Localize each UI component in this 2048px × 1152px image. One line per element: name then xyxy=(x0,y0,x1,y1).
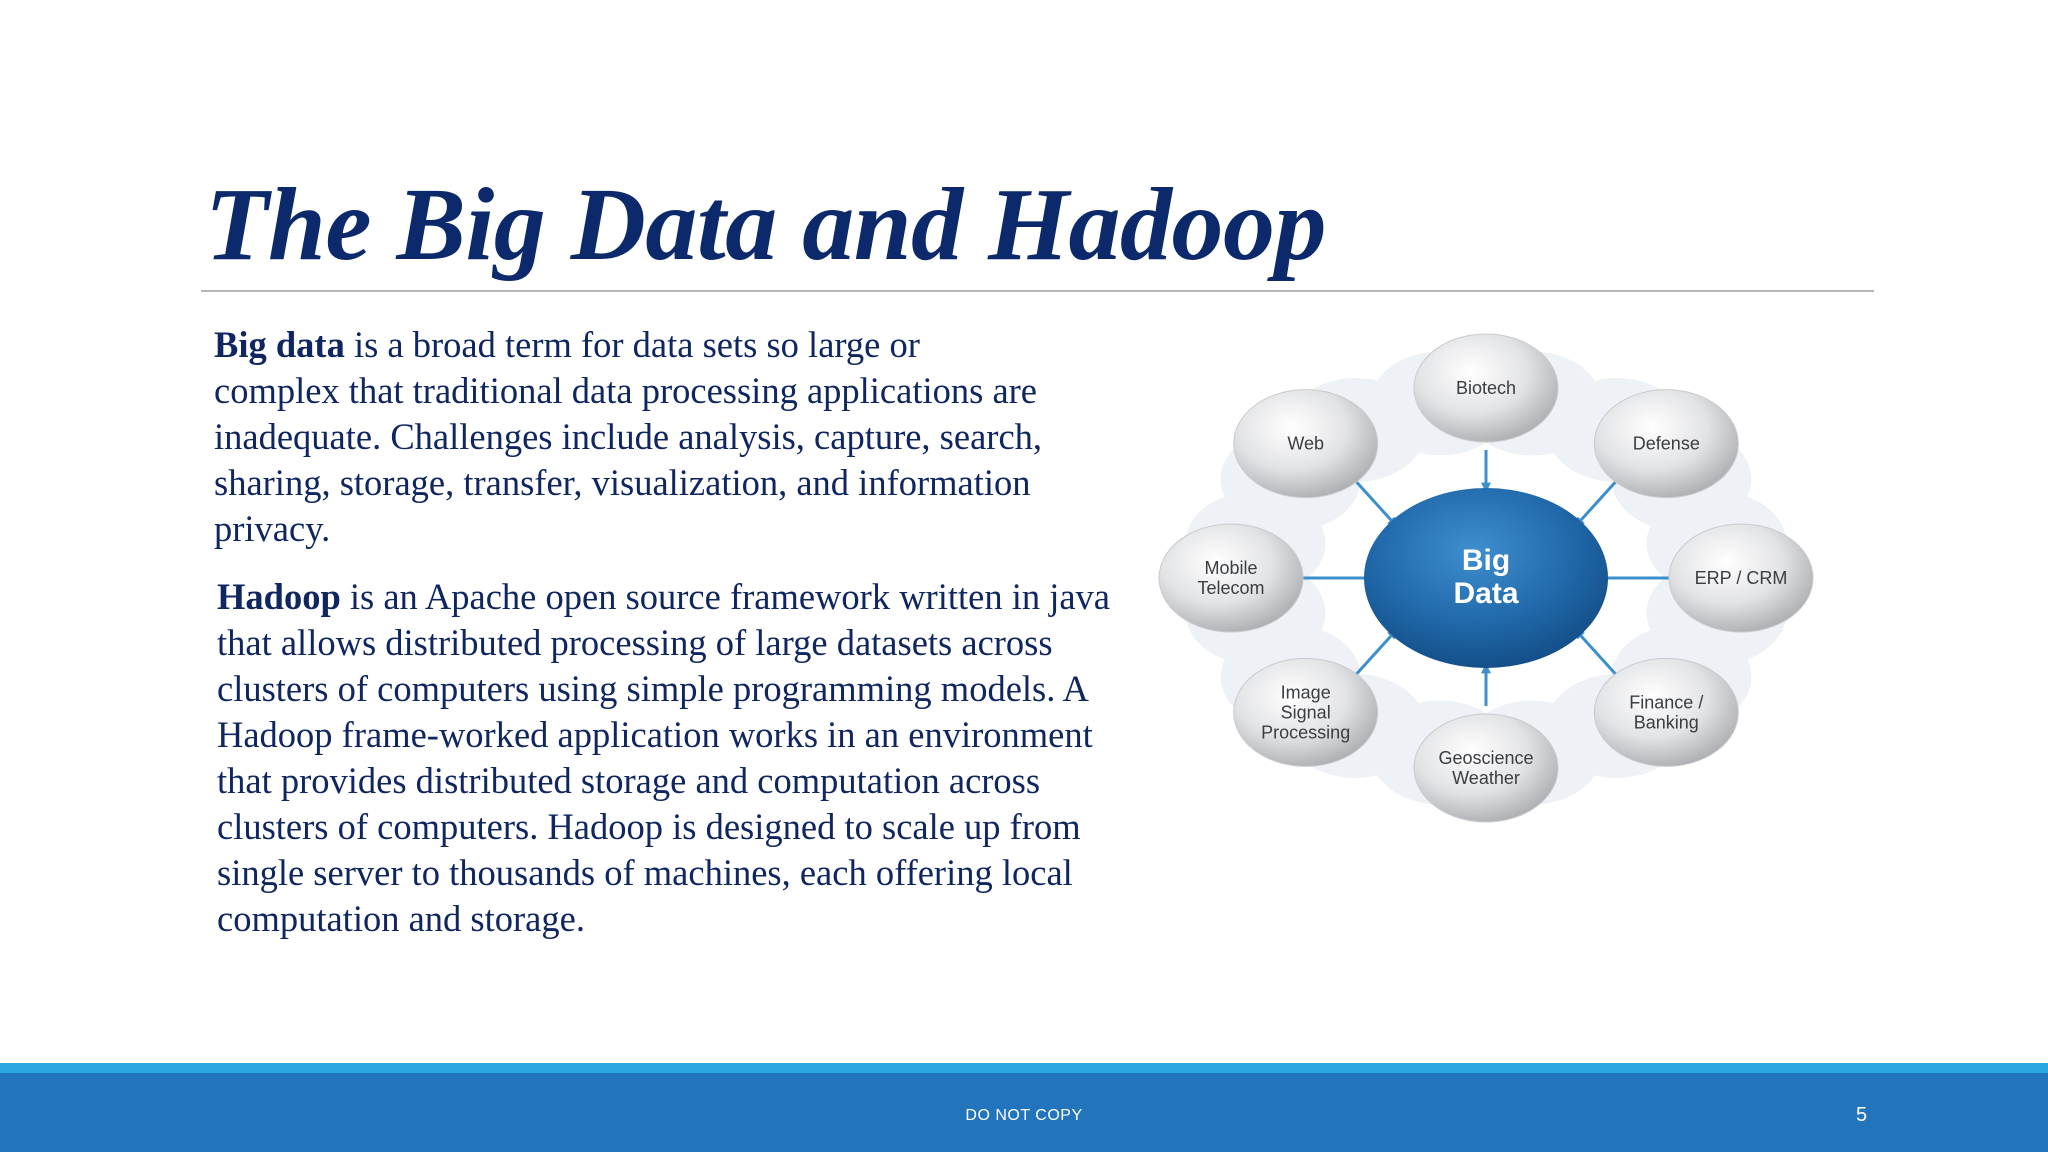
arrow-to-center xyxy=(1576,481,1617,526)
big-data-diagram xyxy=(1150,318,1830,838)
domain-node xyxy=(1414,714,1558,822)
domain-node xyxy=(1159,524,1303,632)
domain-node-label: Mobile xyxy=(1204,558,1258,578)
domain-node xyxy=(1414,334,1558,442)
domain-node-label: Weather xyxy=(1452,768,1520,788)
domain-node-label: Finance / xyxy=(1629,692,1704,713)
domain-node-label: Web xyxy=(1287,433,1325,454)
domain-node xyxy=(1234,658,1378,766)
big-data-diagram-svg xyxy=(1150,318,1830,838)
domain-node xyxy=(1594,658,1738,766)
big-data-term: Big data xyxy=(214,324,345,365)
footer-stripe xyxy=(0,1063,2048,1073)
domain-node xyxy=(1234,390,1378,498)
title-divider xyxy=(201,290,1874,292)
center-group xyxy=(1364,488,1608,668)
domain-node-label: Geoscience xyxy=(1438,748,1534,768)
page-number: 5 xyxy=(1856,1104,1868,1126)
footer-text: DO NOT COPY xyxy=(965,1107,1083,1124)
body-text xyxy=(214,322,1114,942)
domain-node-label: Telecom xyxy=(1197,578,1265,598)
domain-node-label: Banking xyxy=(1633,712,1699,733)
domain-node-label: Processing xyxy=(1261,722,1351,743)
slide-title: The Big Data and Hadoop xyxy=(205,167,1327,282)
domain-node-label: Signal xyxy=(1280,702,1331,723)
hadoop-description: is an Apache open source framework written in java that allows distributed processing of large datasets across clusters of computers using simple programming models. A Hadoop frame-worked application works in an environment that provides distributed storage and computation across clusters of computers. Hadoop is designed to scale up from single server to thousands of machines, each offering local computation and storage. xyxy=(217,576,1111,939)
domain-node-label: Biotech xyxy=(1455,378,1517,398)
big-data-description: is a broad term for data sets so large or complex that traditional data processing applications are inadequate. Challenges include analysis, capture, search, sharing, storage, transfer, visualization, and information privacy. xyxy=(214,324,1043,549)
domain-node xyxy=(1669,524,1813,632)
arrow-to-center xyxy=(1355,630,1396,675)
domain-node-label: Defense xyxy=(1632,433,1700,454)
domain-node-label: ERP / CRM xyxy=(1694,568,1788,588)
arrow-to-center xyxy=(1576,630,1617,675)
arrow-to-center xyxy=(1355,481,1396,526)
hadoop-paragraph xyxy=(214,574,1117,942)
domain-node xyxy=(1594,390,1738,498)
center-label-line: Big xyxy=(1461,544,1511,577)
center-label-line: Data xyxy=(1453,577,1519,610)
domain-node-label: Image xyxy=(1280,682,1331,703)
hadoop-term: Hadoop xyxy=(217,576,341,617)
big-data-paragraph xyxy=(214,322,1054,552)
